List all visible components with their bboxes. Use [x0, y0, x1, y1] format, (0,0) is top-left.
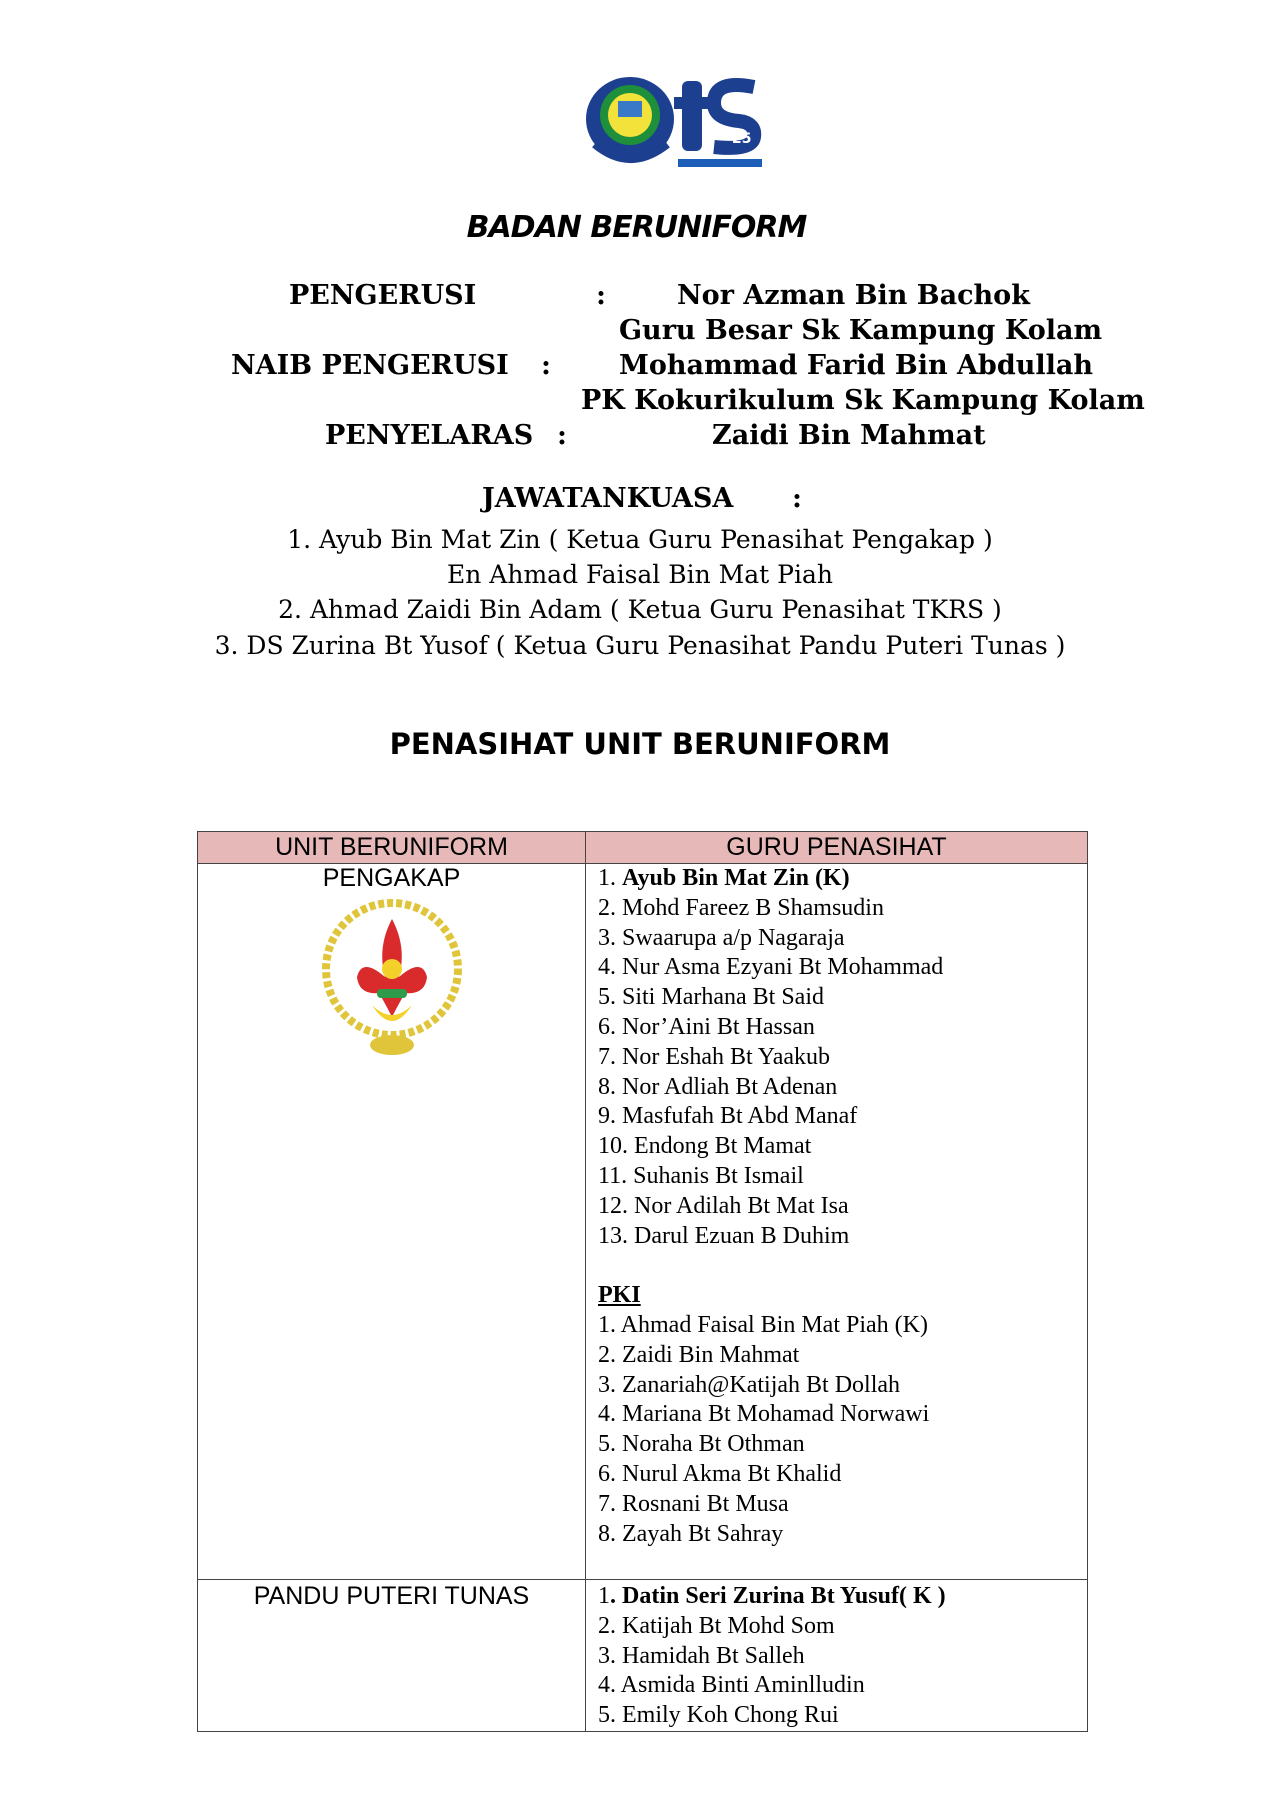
advisors-table: [197, 831, 1088, 1732]
table-row: [198, 864, 1088, 1580]
list-item: 5. Noraha Bt Othman: [598, 1431, 805, 1458]
list-item: 13. Darul Ezuan B Duhim: [598, 1222, 850, 1249]
school-crest-logo: [586, 77, 674, 161]
penyelaras-label: PENYELARAS: [325, 420, 534, 451]
section-title: PENASIHAT UNIT BERUNIFORM: [389, 727, 891, 761]
unit-cell: [198, 1580, 586, 1732]
list-item: 5. Siti Marhana Bt Said: [598, 984, 824, 1011]
list-item: 6. Nor’Aini Bt Hassan: [598, 1013, 815, 1040]
ts25-logo: [674, 81, 762, 167]
list-item: 2. Katijah Bt Mohd Som: [598, 1612, 835, 1639]
advisor-cell: [586, 864, 1088, 1580]
committee-item: En Ahmad Faisal Bin Mat Piah: [447, 560, 833, 589]
list-item: 12. Nor Adilah Bt Mat Isa: [598, 1192, 849, 1219]
list-item: 2. Zaidi Bin Mahmat: [598, 1341, 800, 1368]
table-row: [198, 1580, 1088, 1732]
list-item: 4. Mariana Bt Mohamad Norwawi: [598, 1401, 930, 1428]
committee-item: 1. Ayub Bin Mat Zin ( Ketua Guru Penasihat Pengakap ): [287, 525, 993, 554]
document-title: BADAN BERUNIFORM: [466, 210, 807, 245]
pengerusi-name: Nor Azman Bin Bachok: [677, 280, 1030, 311]
jawatankuasa-label: JAWATANKUASA: [482, 483, 734, 514]
header-advisor: GURU PENASIHAT: [586, 832, 1088, 864]
list-item: 7. Nor Eshah Bt Yaakub: [598, 1043, 830, 1070]
list-item: 1. Ayub Bin Mat Zin (K): [598, 865, 850, 891]
pengerusi-role: Guru Besar Sk Kampung Kolam: [619, 315, 1103, 346]
list-item: 6. Nurul Akma Bt Khalid: [598, 1460, 842, 1487]
school-logos: [584, 75, 769, 173]
list-item: 9. Masfufah Bt Abd Manaf: [598, 1103, 858, 1130]
list-item: 7. Rosnani Bt Musa: [598, 1490, 789, 1517]
header-unit: UNIT BERUNIFORM: [198, 832, 586, 864]
pengerusi-label: PENGERUSI: [289, 280, 477, 311]
colon: :: [541, 350, 551, 381]
colon: :: [596, 280, 606, 311]
list-item: 3. Hamidah Bt Salleh: [598, 1642, 805, 1669]
colon: :: [557, 420, 567, 451]
list-item: 4. Nur Asma Ezyani Bt Mohammad: [598, 954, 944, 981]
list-item: 1. Datin Seri Zurina Bt Yusuf( K ): [598, 1583, 946, 1609]
list-item: 4. Asmida Binti Aminlludin: [598, 1672, 865, 1699]
unit-cell: [198, 864, 586, 1580]
list-item: 8. Zayah Bt Sahray: [598, 1520, 784, 1547]
committee-item: 2. Ahmad Zaidi Bin Adam ( Ketua Guru Penasihat TKRS ): [278, 595, 1002, 624]
scout-emblem-icon: [317, 897, 467, 1062]
committee-item: 3. DS Zurina Bt Yusof ( Ketua Guru Penasihat Pandu Puteri Tunas ): [214, 631, 1066, 660]
unit-name: PANDU PUTERI TUNAS: [253, 1582, 530, 1610]
penyelaras-name: Zaidi Bin Mahmat: [712, 420, 986, 451]
colon: :: [792, 483, 802, 514]
list-item: 2. Mohd Fareez B Shamsudin: [598, 894, 884, 921]
list-item: 3. Zanariah@Katijah Bt Dollah: [598, 1371, 901, 1398]
table-header-row: [198, 832, 1088, 864]
advisor-cell: [586, 1580, 1088, 1732]
list-item: 3. Swaarupa a/p Nagaraja: [598, 924, 845, 951]
pki-heading: PKI: [598, 1282, 641, 1309]
svg-text:25: 25: [732, 131, 752, 147]
naib-pengerusi-role: PK Kokurikulum Sk Kampung Kolam: [581, 385, 1145, 416]
list-item: 5. Emily Koh Chong Rui: [598, 1702, 839, 1729]
list-item: 1. Ahmad Faisal Bin Mat Piah (K): [598, 1311, 928, 1338]
list-item: 10. Endong Bt Mamat: [598, 1133, 812, 1160]
naib-pengerusi-name: Mohammad Farid Bin Abdullah: [619, 350, 1093, 381]
list-item: 11. Suhanis Bt Ismail: [598, 1162, 804, 1189]
list-item: 8. Nor Adliah Bt Adenan: [598, 1073, 838, 1100]
unit-name: PENGAKAP: [322, 864, 461, 892]
naib-pengerusi-label: NAIB PENGERUSI: [231, 350, 509, 381]
